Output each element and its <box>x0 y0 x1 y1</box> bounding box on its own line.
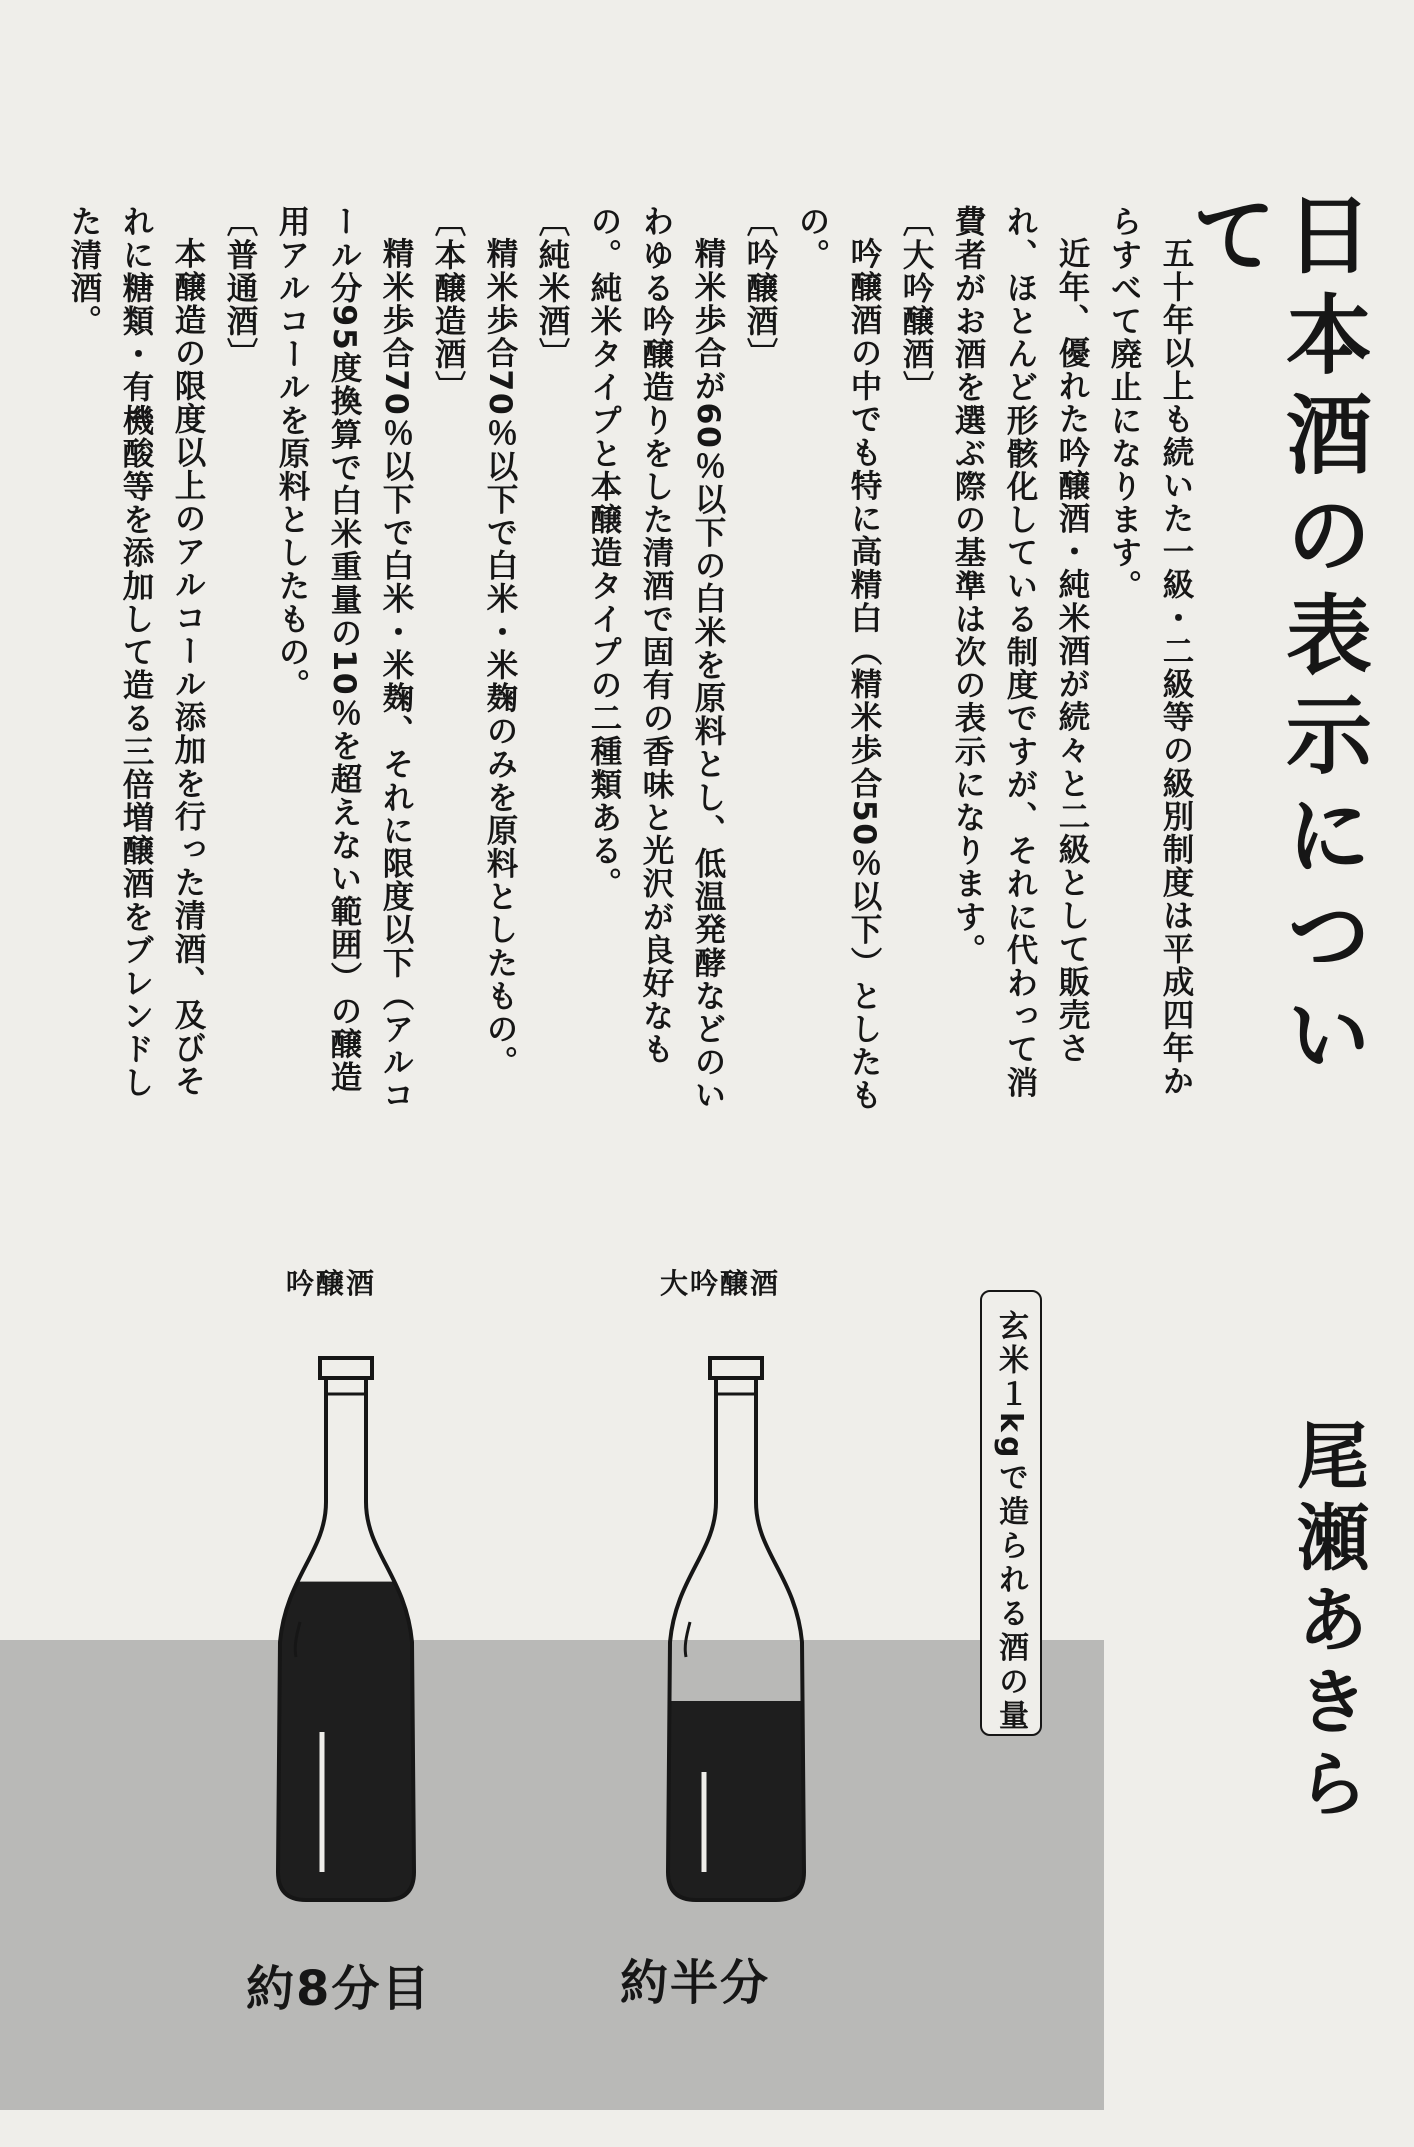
futsu-text: 本醸造の限度以上のアルコール添加を行った清酒、及びそれに糖類・有機酸等を添加して造る三倍増醸酒をブレンドした清酒。 <box>66 205 206 1099</box>
daiginjo-bottle-label: 大吟醸酒 <box>660 1267 781 1300</box>
ginjo-bottle-illustration <box>256 1352 436 1912</box>
ginjo-amount: 約8分目 <box>246 1961 432 2017</box>
ginjo-text: 精米歩合が60％以下の白米を原料とし、低温発酵などのいわゆる吟醸造りをした清酒で固有の香味と光沢が良好なもの。純米タイプと本醸造タイプの二種類ある。 <box>586 205 726 1112</box>
caption-text: 玄米１kgで造られる酒の量 <box>993 1310 1028 1734</box>
author-name: 尾瀬あきら <box>1285 1418 1369 1828</box>
futsu-heading: 〔普通酒〕 <box>222 205 258 371</box>
daiginjo-amount: 約半分 <box>620 1955 771 2011</box>
intro-paragraph-2: 近年、優れた吟醸酒・純米酒が続々と二級として販売され、ほとんど形骸化している制度ですが、それに代わって消費者がお酒を選ぶ際の基準は次の表示になります。 <box>950 205 1090 1099</box>
honjozo-heading: 〔本醸造酒〕 <box>430 205 466 404</box>
daiginjo-bottle-illustration <box>646 1352 826 1912</box>
gray-background-band <box>0 1640 1104 2110</box>
ginjo-bottle-cap <box>320 1358 372 1378</box>
ginjo-bottle-label: 吟醸酒 <box>286 1267 377 1300</box>
honjozo-text: 精米歩合70％以下で白米・米麹、それに限度以下（アルコール分95度換算で白米重量の10％を超えない範囲）の醸造用アルコールを原料としたもの。 <box>274 205 414 1112</box>
article-title: 日本酒の表示について <box>1176 190 1371 1090</box>
junmai-heading: 〔純米酒〕 <box>534 205 570 371</box>
ginjo-heading: 〔吟醸酒〕 <box>742 205 778 371</box>
caption-box <box>980 1290 1042 1736</box>
daiginjo-bottle-liquid <box>646 1701 826 1900</box>
daiginjo-heading: 〔大吟醸酒〕 <box>898 205 934 404</box>
junmai-text: 精米歩合70％以下で白米・米麹のみを原料としたもの。 <box>482 236 518 1078</box>
article-body <box>42 205 1202 1125</box>
daiginjo-bottle-cap <box>710 1358 762 1378</box>
daiginjo-text: 吟醸酒の中でも特に高精白（精米歩合50％以下）としたもの。 <box>794 205 882 1112</box>
intro-paragraph-1: 五十年以上も続いた一級・二級等の級別制度は平成四年からすべて廃止になります。 <box>1106 205 1194 1098</box>
